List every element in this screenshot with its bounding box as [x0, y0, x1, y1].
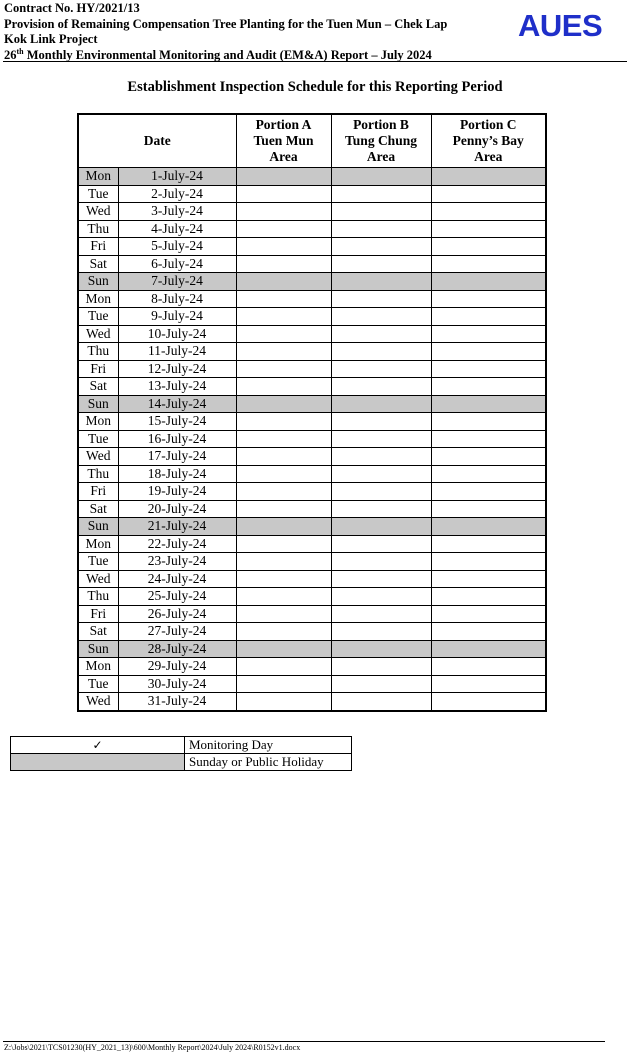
portion-b-area: Area — [366, 149, 396, 164]
portion-a-cell — [236, 168, 331, 186]
portion-b-cell — [331, 325, 431, 343]
table-row — [78, 465, 546, 483]
day-cell: Wed — [78, 570, 118, 588]
portion-a-cell — [236, 623, 331, 641]
portion-b-label: Portion B — [353, 117, 409, 132]
day-cell: Tue — [78, 675, 118, 693]
date-cell: 28-July-24 — [118, 640, 236, 658]
portion-c-cell — [431, 553, 546, 571]
portion-c-cell — [431, 378, 546, 396]
portion-b-cell — [331, 640, 431, 658]
table-row — [78, 255, 546, 273]
portion-c-cell — [431, 465, 546, 483]
report-number: 26 — [4, 47, 17, 62]
portion-c-cell — [431, 273, 546, 291]
portion-c-cell — [431, 518, 546, 536]
portion-b-cell — [331, 378, 431, 396]
day-cell: Fri — [78, 238, 118, 256]
table-row — [78, 658, 546, 676]
date-cell: 14-July-24 — [118, 395, 236, 413]
date-cell: 24-July-24 — [118, 570, 236, 588]
date-cell: 12-July-24 — [118, 360, 236, 378]
portion-b-cell — [331, 273, 431, 291]
portion-c-area: Area — [474, 149, 503, 164]
portion-c-cell — [431, 168, 546, 186]
table-row — [78, 290, 546, 308]
portion-a-name: Tuen Mun — [253, 133, 314, 148]
day-cell: Sun — [78, 273, 118, 291]
date-cell: 4-July-24 — [118, 220, 236, 238]
date-cell: 20-July-24 — [118, 500, 236, 518]
contract-number: Contract No. HY/2021/13 — [4, 1, 140, 15]
portion-a-cell — [236, 360, 331, 378]
portion-b-cell — [331, 535, 431, 553]
portion-c-cell — [431, 238, 546, 256]
project-title-line-2: Kok Link Project — [4, 32, 98, 46]
table-row — [78, 273, 546, 291]
date-cell: 27-July-24 — [118, 623, 236, 641]
date-cell: 10-July-24 — [118, 325, 236, 343]
table-row — [78, 360, 546, 378]
portion-b-cell — [331, 185, 431, 203]
portion-b-cell — [331, 255, 431, 273]
date-cell: 6-July-24 — [118, 255, 236, 273]
day-cell: Thu — [78, 343, 118, 361]
report-number-suffix: th — [16, 46, 24, 56]
day-cell: Thu — [78, 588, 118, 606]
table-row — [78, 500, 546, 518]
portion-a-cell — [236, 430, 331, 448]
check-icon: ✓ — [11, 737, 185, 754]
table-row — [78, 325, 546, 343]
portion-a-cell — [236, 413, 331, 431]
date-cell: 17-July-24 — [118, 448, 236, 466]
portion-a-cell — [236, 238, 331, 256]
table-row — [78, 605, 546, 623]
legend-row-holiday — [11, 754, 352, 771]
portion-a-cell — [236, 693, 331, 711]
day-cell: Mon — [78, 658, 118, 676]
date-cell: 25-July-24 — [118, 588, 236, 606]
day-cell: Sat — [78, 500, 118, 518]
portion-a-cell — [236, 308, 331, 326]
day-cell: Wed — [78, 693, 118, 711]
portion-c-cell — [431, 343, 546, 361]
portion-c-label: Portion C — [459, 117, 517, 132]
date-cell: 31-July-24 — [118, 693, 236, 711]
portion-a-cell — [236, 500, 331, 518]
project-title-line-1: Provision of Remaining Compensation Tree Planting for the Tuen Mun – Chek Lap — [4, 16, 448, 31]
portion-a-cell — [236, 185, 331, 203]
day-cell: Mon — [78, 535, 118, 553]
portion-a-cell — [236, 465, 331, 483]
table-row — [78, 588, 546, 606]
portion-b-cell — [331, 500, 431, 518]
table-row — [78, 553, 546, 571]
date-cell: 13-July-24 — [118, 378, 236, 396]
file-path-footer: Z:\Jobs\2021\TCS01230(HY_2021_13)\600\Monthly Report\2024\July 2024\R0152v1.docx — [4, 1043, 301, 1052]
portion-c-cell — [431, 255, 546, 273]
portion-b-cell — [331, 693, 431, 711]
portion-c-cell — [431, 605, 546, 623]
portion-b-cell — [331, 168, 431, 186]
portion-a-cell — [236, 203, 331, 221]
day-cell: Fri — [78, 605, 118, 623]
portion-c-column-header — [431, 114, 546, 168]
date-cell: 16-July-24 — [118, 430, 236, 448]
day-cell: Tue — [78, 430, 118, 448]
table-row — [78, 448, 546, 466]
portion-b-cell — [331, 343, 431, 361]
date-cell: 7-July-24 — [118, 273, 236, 291]
portion-c-cell — [431, 640, 546, 658]
date-cell: 26-July-24 — [118, 605, 236, 623]
day-cell: Sat — [78, 623, 118, 641]
portion-b-cell — [331, 588, 431, 606]
day-cell: Tue — [78, 553, 118, 571]
portion-a-cell — [236, 535, 331, 553]
portion-b-name: Tung Chung — [345, 133, 417, 148]
portion-b-cell — [331, 623, 431, 641]
portion-b-cell — [331, 430, 431, 448]
day-cell: Sun — [78, 395, 118, 413]
portion-c-cell — [431, 413, 546, 431]
portion-c-cell — [431, 360, 546, 378]
date-cell: 3-July-24 — [118, 203, 236, 221]
day-cell: Mon — [78, 168, 118, 186]
portion-a-cell — [236, 588, 331, 606]
legend-table — [10, 736, 352, 771]
date-cell: 15-July-24 — [118, 413, 236, 431]
day-cell: Mon — [78, 413, 118, 431]
page-title: Establishment Inspection Schedule for this Reporting Period — [127, 79, 503, 95]
table-row — [78, 693, 546, 711]
portion-b-cell — [331, 465, 431, 483]
table-row — [78, 675, 546, 693]
portion-a-cell — [236, 290, 331, 308]
portion-b-column-header — [331, 114, 431, 168]
date-column-header: Date — [78, 114, 236, 168]
footer-divider — [3, 1041, 605, 1042]
portion-a-cell — [236, 220, 331, 238]
day-cell: Sat — [78, 255, 118, 273]
portion-a-cell — [236, 483, 331, 501]
portion-c-cell — [431, 308, 546, 326]
table-row — [78, 203, 546, 221]
portion-a-cell — [236, 378, 331, 396]
date-cell: 2-July-24 — [118, 185, 236, 203]
day-cell: Thu — [78, 220, 118, 238]
date-cell: 18-July-24 — [118, 465, 236, 483]
portion-a-cell — [236, 658, 331, 676]
table-row — [78, 640, 546, 658]
legend-holiday-label: Sunday or Public Holiday — [185, 754, 352, 771]
portion-a-cell — [236, 273, 331, 291]
day-cell: Tue — [78, 308, 118, 326]
holiday-swatch — [11, 754, 185, 771]
portion-c-name: Penny’s Bay — [452, 133, 524, 148]
inspection-schedule-table — [77, 113, 547, 712]
portion-a-cell — [236, 518, 331, 536]
portion-c-cell — [431, 395, 546, 413]
day-cell: Sun — [78, 640, 118, 658]
date-cell: 9-July-24 — [118, 308, 236, 326]
day-cell: Wed — [78, 448, 118, 466]
header-divider — [3, 61, 627, 62]
portion-c-cell — [431, 448, 546, 466]
date-cell: 21-July-24 — [118, 518, 236, 536]
table-row — [78, 623, 546, 641]
date-cell: 8-July-24 — [118, 290, 236, 308]
portion-c-cell — [431, 693, 546, 711]
day-cell: Fri — [78, 483, 118, 501]
portion-a-area: Area — [269, 149, 298, 164]
table-row — [78, 168, 546, 186]
portion-b-cell — [331, 308, 431, 326]
day-cell: Sun — [78, 518, 118, 536]
portion-b-cell — [331, 605, 431, 623]
portion-c-cell — [431, 290, 546, 308]
day-cell: Mon — [78, 290, 118, 308]
day-cell: Thu — [78, 465, 118, 483]
portion-c-cell — [431, 535, 546, 553]
portion-a-cell — [236, 675, 331, 693]
portion-c-cell — [431, 203, 546, 221]
schedule-body — [78, 168, 546, 711]
portion-a-cell — [236, 553, 331, 571]
portion-c-cell — [431, 325, 546, 343]
table-header-row — [78, 114, 546, 168]
table-row — [78, 413, 546, 431]
table-row — [78, 570, 546, 588]
portion-c-cell — [431, 220, 546, 238]
document-header — [4, 1, 504, 63]
portion-c-cell — [431, 623, 546, 641]
portion-c-cell — [431, 483, 546, 501]
portion-b-cell — [331, 675, 431, 693]
legend-monitoring-label: Monitoring Day — [185, 737, 352, 754]
date-cell: 5-July-24 — [118, 238, 236, 256]
table-row — [78, 185, 546, 203]
portion-b-cell — [331, 395, 431, 413]
date-cell: 23-July-24 — [118, 553, 236, 571]
table-row — [78, 430, 546, 448]
portion-b-cell — [331, 448, 431, 466]
day-cell: Fri — [78, 360, 118, 378]
portion-c-cell — [431, 430, 546, 448]
portion-a-cell — [236, 325, 331, 343]
portion-c-cell — [431, 185, 546, 203]
date-cell: 29-July-24 — [118, 658, 236, 676]
table-row — [78, 308, 546, 326]
portion-b-cell — [331, 570, 431, 588]
portion-b-cell — [331, 658, 431, 676]
portion-b-cell — [331, 290, 431, 308]
portion-a-cell — [236, 640, 331, 658]
portion-a-cell — [236, 448, 331, 466]
date-cell: 30-July-24 — [118, 675, 236, 693]
report-title-text: Monthly Environmental Monitoring and Audit (EM&A) Report – July 2024 — [23, 47, 432, 62]
portion-a-cell — [236, 255, 331, 273]
day-cell: Tue — [78, 185, 118, 203]
portion-b-cell — [331, 483, 431, 501]
table-row — [78, 535, 546, 553]
portion-b-cell — [331, 413, 431, 431]
portion-b-cell — [331, 203, 431, 221]
portion-c-cell — [431, 675, 546, 693]
date-cell: 22-July-24 — [118, 535, 236, 553]
portion-b-cell — [331, 360, 431, 378]
portion-c-cell — [431, 588, 546, 606]
portion-b-cell — [331, 553, 431, 571]
portion-b-cell — [331, 518, 431, 536]
table-row — [78, 343, 546, 361]
portion-a-label: Portion A — [255, 117, 312, 132]
table-row — [78, 518, 546, 536]
portion-c-cell — [431, 658, 546, 676]
table-row — [78, 220, 546, 238]
portion-a-cell — [236, 395, 331, 413]
portion-a-column-header — [236, 114, 331, 168]
portion-a-cell — [236, 343, 331, 361]
portion-b-cell — [331, 220, 431, 238]
table-row — [78, 238, 546, 256]
date-cell: 11-July-24 — [118, 343, 236, 361]
table-row — [78, 378, 546, 396]
portion-c-cell — [431, 500, 546, 518]
date-cell: 19-July-24 — [118, 483, 236, 501]
day-cell: Sat — [78, 378, 118, 396]
legend-row-monitoring — [11, 737, 352, 754]
portion-a-cell — [236, 605, 331, 623]
portion-b-cell — [331, 238, 431, 256]
day-cell: Wed — [78, 203, 118, 221]
portion-c-cell — [431, 570, 546, 588]
aues-logo: AUES — [518, 8, 603, 43]
day-cell: Wed — [78, 325, 118, 343]
table-row — [78, 395, 546, 413]
table-row — [78, 483, 546, 501]
portion-a-cell — [236, 570, 331, 588]
date-cell: 1-July-24 — [118, 168, 236, 186]
